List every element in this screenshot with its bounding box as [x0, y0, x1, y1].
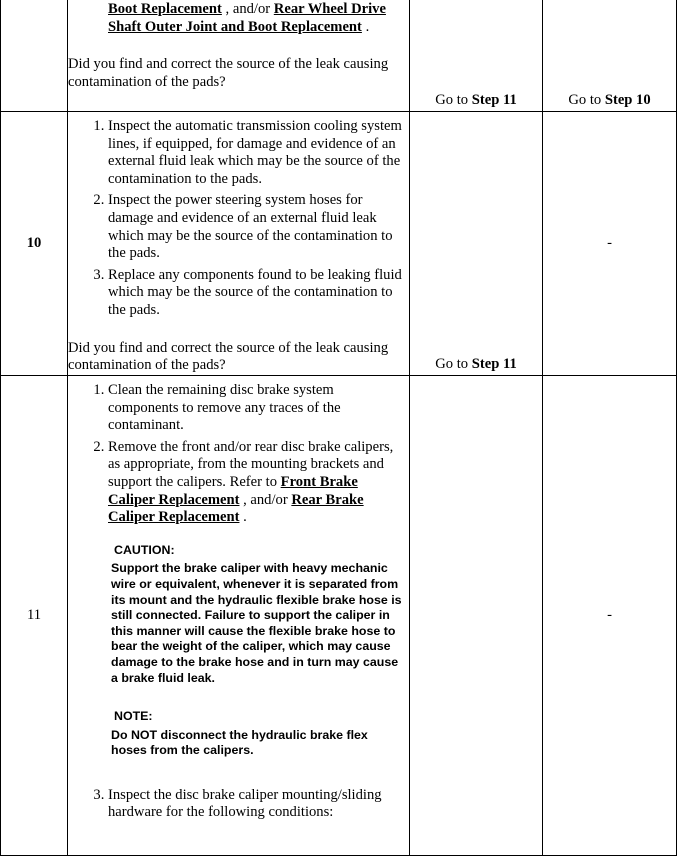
action-cell	[68, 376, 410, 856]
note-text: Do NOT disconnect the hydraulic brake flex hoses from the calipers.	[111, 727, 368, 758]
list-item	[108, 439, 409, 527]
note-block	[111, 709, 403, 759]
note-title: NOTE:	[114, 709, 153, 724]
caution-block	[111, 543, 403, 686]
go-to-text: Go to	[435, 92, 469, 109]
go-to-text: Go to	[435, 356, 469, 373]
front-caliper-replacement-link[interactable]: Front Brake Caliper Replacement	[108, 473, 358, 508]
rear-caliper-replacement-link[interactable]: Rear Brake Caliper Replacement	[108, 491, 364, 526]
step-number-cell	[1, 0, 68, 112]
step-10-list	[68, 118, 409, 320]
rear-drive-shaft-link[interactable]: Rear Wheel Drive Shaft Outer Joint and Boot Replacement	[108, 1, 386, 35]
action-cell	[68, 0, 410, 112]
period-text: .	[365, 18, 370, 35]
go-to-step-10-link[interactable]: Step 10	[604, 92, 651, 109]
list-item: 1. Clean the remaining disc brake system components to remove any traces of the contaminant.	[108, 382, 409, 435]
separator-text: , and/or	[225, 1, 271, 17]
go-to-step-11-link[interactable]: Step 11	[471, 92, 517, 109]
question-text: Did you find and correct the source of the leak causing contamination of the pads?	[68, 339, 389, 374]
continued-text	[68, 0, 409, 36]
yes-cell	[410, 112, 543, 376]
table-row-step-10	[1, 112, 677, 376]
table-row-step-11	[1, 376, 677, 856]
list-item: 3. Inspect the disc brake caliper mounting/sliding hardware for the following conditions:	[108, 787, 409, 822]
step-number-cell: 11	[1, 376, 68, 856]
table-row-step-9	[1, 0, 677, 112]
go-to-step-11-link[interactable]: Step 11	[471, 356, 517, 373]
list-item-text: Remove the front and/or rear disc brake calipers, as appropriate, from the mounting brackets and support the calipers. Refer to	[108, 438, 394, 490]
step-11-list-continued	[68, 787, 409, 822]
step-11-list	[68, 382, 409, 527]
list-item: 3. Replace any components found to be leaking fluid which may be the source of the contamination to the pads.	[108, 267, 409, 320]
yes-cell	[410, 0, 543, 112]
caution-text: Support the brake caliper with heavy mechanic wire or equivalent, whenever it is separated from its mount and the hydraulic flexible brake hose is still connected. Failure to support the caliper in this manner will cause the flexible brake hose to bear the weight of the caliper, which may cause damage to the brake hose and in turn may cause a brake fluid leak.	[111, 561, 402, 685]
list-item: 1. Inspect the automatic transmission cooling system lines, if equipped, for damage and evidence of an external fluid leak which may be the source of the contamination to the pads.	[108, 118, 409, 188]
no-cell: -	[543, 376, 677, 856]
no-cell: -	[543, 112, 677, 376]
step-number-cell: 10	[1, 112, 68, 376]
yes-cell	[410, 376, 543, 856]
action-cell	[68, 112, 410, 376]
no-cell	[543, 0, 677, 112]
period-text: .	[243, 509, 247, 526]
boot-replacement-link[interactable]: Boot Replacement	[108, 1, 222, 17]
list-item: 2. Inspect the power steering system hoses for damage and evidence of an external fluid leak which may be the source of the contamination to the pads.	[108, 192, 409, 262]
caution-title: CAUTION:	[114, 542, 175, 557]
go-to-text: Go to	[568, 92, 602, 109]
question-text: Did you find and correct the source of the leak causing contamination of the pads?	[68, 56, 389, 90]
separator-text: , and/or	[243, 491, 288, 508]
